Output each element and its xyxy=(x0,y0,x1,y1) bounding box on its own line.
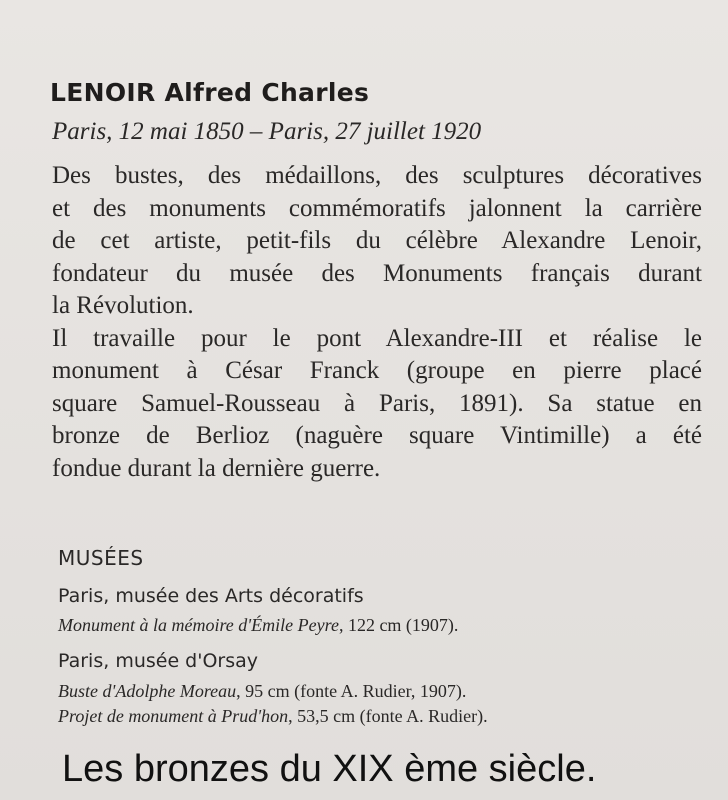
biography-line: fondateur du musée des Monuments français durant xyxy=(52,259,702,287)
biography-line: Des bustes, des médaillons, des sculptures décoratives xyxy=(52,162,702,189)
artwork-details: , 122 cm (1907). xyxy=(338,615,459,635)
biography-line: Il travaille pour le pont Alexandre-III et réalise le xyxy=(52,324,702,352)
museum-name: Paris, musée des Arts décoratifs xyxy=(58,585,364,607)
artist-name: LENOIR Alfred Charles xyxy=(50,78,370,107)
biography-line: et des monuments commémoratifs jalonnent la carrière xyxy=(52,194,702,222)
artwork-title: Monument à la mémoire d'Émile Peyre xyxy=(58,615,339,635)
biography-line: bronze de Berlioz (naguère square Vintimille) a été xyxy=(52,422,702,449)
biography-line: fondue durant la dernière guerre. xyxy=(52,454,381,482)
artist-dates: Paris, 12 mai 1850 – Paris, 27 juillet 1920 xyxy=(52,118,482,145)
artwork-details: , 53,5 cm (fonte A. Rudier). xyxy=(288,706,488,726)
caption: Les bronzes du XIX ème siècle. xyxy=(62,748,597,790)
biography-line: de cet artiste, petit-fils du célèbre Alexandre Lenoir, xyxy=(52,227,702,254)
artwork-entry xyxy=(58,706,488,727)
museums-heading: MUSÉES xyxy=(58,546,144,570)
museum-name: Paris, musée d'Orsay xyxy=(58,650,259,672)
biography-line: square Samuel-Rousseau à Paris, 1891). Sa statue en xyxy=(52,389,702,417)
biography-line: la Révolution. xyxy=(52,292,194,319)
artwork-entry xyxy=(58,681,466,702)
biography-line: monument à César Franck (groupe en pierre placé xyxy=(52,357,702,384)
artwork-title: Projet de monument à Prud'hon xyxy=(58,706,289,726)
artwork-entry xyxy=(58,615,458,636)
artwork-details: , 95 cm (fonte A. Rudier, 1907). xyxy=(236,681,467,701)
biography xyxy=(52,160,702,485)
artwork-title: Buste d'Adolphe Moreau xyxy=(58,681,237,701)
